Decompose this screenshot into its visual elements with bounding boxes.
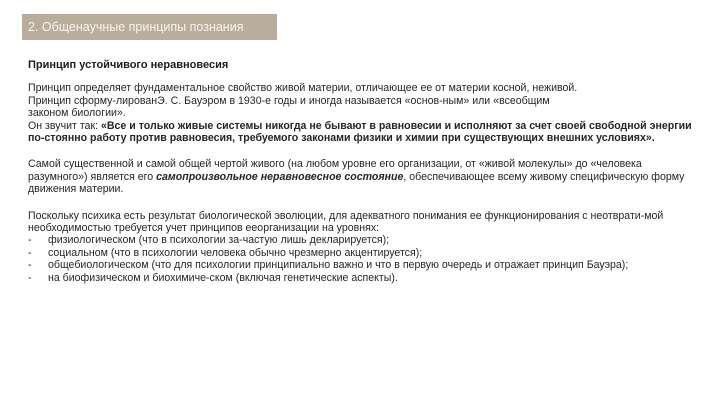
essence-text-before: Самой существенной и самой общей чертой живого (на любом уровне его организации, от «живой молекулы» до «человека разумного») является его (28, 158, 642, 183)
list-item (28, 247, 696, 259)
section-header (22, 14, 277, 40)
dash-bullet: - (28, 246, 32, 259)
levels-intro: Поскольку психика есть результат биологической эволюции, для адекватного понимания ее функционирования с неотврати-мой необходимостью требуется учет принципов ееорганизации на уровнях: (28, 209, 664, 235)
list-item (28, 259, 696, 271)
paragraph-levels (28, 210, 696, 284)
levels-list (28, 234, 696, 284)
list-item-text: на биофизическом и биохимиче-ском (включая генетические аспекты). (48, 271, 398, 284)
essence-emphasis: самопроизвольное неравновесное состояние (156, 170, 404, 183)
intro-text: Он звучит так: (28, 119, 99, 132)
dash-bullet: - (28, 234, 32, 247)
principle-title: Принцип устойчивого неравновесия (28, 59, 229, 71)
slide-content (28, 59, 696, 298)
list-item-text: физиологическом (что в психологии за-частую лишь декларируется); (48, 234, 390, 247)
list-item (28, 234, 696, 246)
bauer-quote: «Все и только живые системы никогда не бывают в равновесии и исполняют за счет своей свободной энергии по-стоянно работу против равновесия, требуемого законами физики и химии при существующих внешних условиях». (28, 119, 692, 145)
paragraph-definition (28, 82, 696, 144)
dash-bullet: - (28, 271, 32, 284)
section-title: 2. Общенаучные принципы познания (28, 20, 244, 34)
list-item-text: общебиологическом (что для психологии принципиально важно и что в первую очередь и отражает принцип Бауэра); (48, 259, 629, 272)
list-item-text: социальном (что в психологии человека обычно чрезмерно акцентируется); (48, 246, 423, 259)
list-item (28, 272, 696, 284)
text-line (28, 120, 696, 145)
paragraph-essence (28, 158, 696, 195)
essence-text-after: , обеспечивающее всему живому специфическую форму движения материи. (28, 170, 685, 196)
text-line: Принцип определяет фундаментальное свойство живой материи, отличающее ее от материи косной, неживой. (28, 82, 578, 95)
dash-bullet: - (28, 259, 32, 272)
text-line: Принцип сформу-лированЭ. С. Бауэром в 1930-е годы и иногда называется «основ-ным» или «всеобщим (28, 94, 550, 107)
text-line: законом биологии». (28, 107, 126, 120)
